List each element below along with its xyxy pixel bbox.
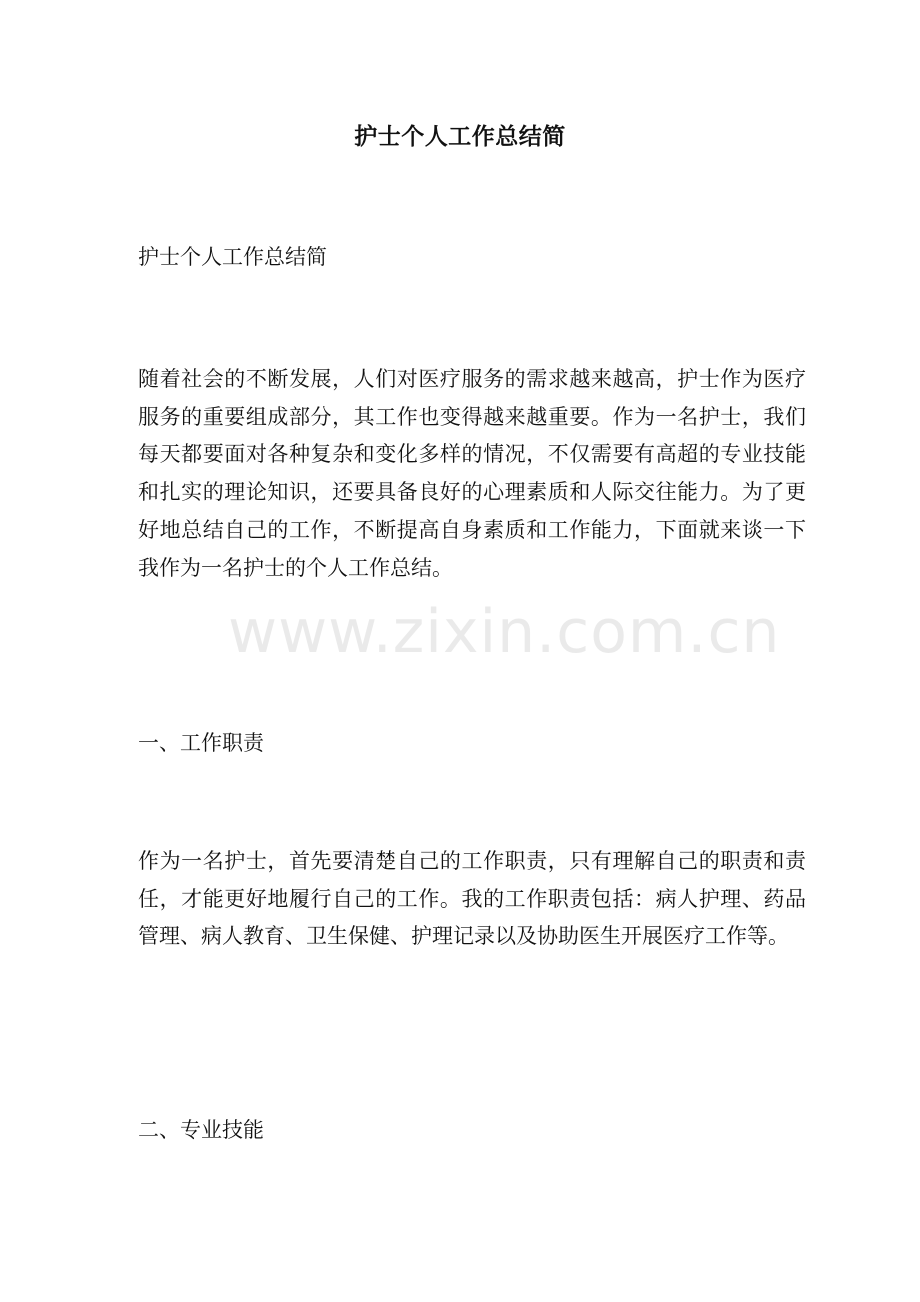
intro-paragraph: 随着社会的不断发展，人们对医疗服务的需求越来越高，护士作为医疗服务的重要组成部分，其工作也变得越来越重要。作为一名护士，我们每天都要面对各种复杂和变化多样的情况，不仅需要有高超的专业技能和扎实的理论知识，还要具备良好的心理素质和人际交往能力。为了更好地总结自己的工作，不断提高自身素质和工作能力，下面就来谈一下我作为一名护士的个人工作总结。	[138, 367, 806, 580]
document-title: 护士个人工作总结简	[354, 123, 566, 150]
document-subtitle: 护士个人工作总结简	[138, 245, 327, 269]
watermark: www.zixin.com.cn	[228, 597, 781, 667]
section1-paragraph: 作为一名护士，首先要清楚自己的工作职责，只有理解自己的职责和责任，才能更好地履行自己的工作。我的工作职责包括：病人护理、药品管理、病人教育、卫生保健、护理记录以及协助医生开展医疗工作等。	[138, 849, 806, 949]
section2-heading: 二、专业技能	[138, 1118, 264, 1142]
section1-heading: 一、工作职责	[138, 731, 264, 755]
